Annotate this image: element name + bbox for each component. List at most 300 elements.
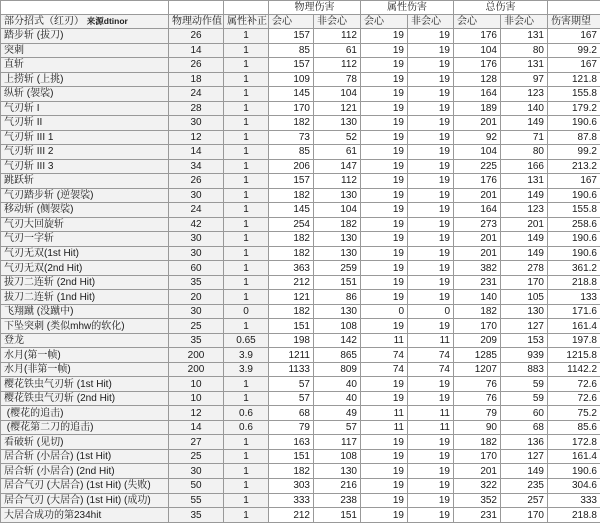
- expected-damage-cell: 1215.8: [548, 348, 600, 363]
- total-noncrit-cell: 130: [501, 304, 548, 319]
- elem-noncrit-cell: 19: [408, 101, 454, 116]
- total-noncrit-cell: 80: [501, 145, 548, 160]
- phys-noncrit-cell: 121: [314, 101, 361, 116]
- motion-value-cell: 26: [169, 29, 224, 44]
- phys-crit-cell: 85: [269, 43, 314, 58]
- elem-noncrit-cell: 19: [408, 203, 454, 218]
- total-noncrit-cell: 123: [501, 203, 548, 218]
- total-crit-cell: 1285: [454, 348, 501, 363]
- move-name-cell: 居合斩 (小居合) (1st Hit): [1, 449, 169, 464]
- phys-crit-cell: 157: [269, 58, 314, 73]
- elem-crit-cell: 19: [361, 464, 408, 479]
- phys-crit-cell: 182: [269, 232, 314, 247]
- move-name-cell: 水月(第一帧): [1, 348, 169, 363]
- element-modifier-cell: 3.9: [224, 348, 269, 363]
- motion-value-cell: 27: [169, 435, 224, 450]
- elem-crit-cell: 19: [361, 101, 408, 116]
- expected-damage-cell: 172.8: [548, 435, 600, 450]
- move-name-cell: 气刃一字斩: [1, 232, 169, 247]
- expected-damage-cell: 85.6: [548, 420, 600, 435]
- phys-crit-cell: 163: [269, 435, 314, 450]
- motion-value-cell: 25: [169, 319, 224, 334]
- table-row: [1, 348, 600, 363]
- total-crit-cell: 128: [454, 72, 501, 87]
- phys-noncrit-cell: 108: [314, 319, 361, 334]
- expected-damage-cell: 167: [548, 58, 600, 73]
- total-noncrit-cell: 123: [501, 87, 548, 102]
- element-modifier-cell: 0.6: [224, 406, 269, 421]
- expected-damage-cell: 75.2: [548, 406, 600, 421]
- elem-noncrit-cell: 19: [408, 464, 454, 479]
- element-modifier-cell: 1: [224, 377, 269, 392]
- elem-noncrit-cell: 19: [408, 275, 454, 290]
- expected-damage-cell: 155.8: [548, 87, 600, 102]
- motion-value-cell: 30: [169, 304, 224, 319]
- phys-noncrit-cell: 112: [314, 29, 361, 44]
- total-noncrit-cell: 131: [501, 58, 548, 73]
- element-modifier-cell: 3.9: [224, 362, 269, 377]
- phys-crit-cell: 68: [269, 406, 314, 421]
- expected-damage-cell: 258.6: [548, 217, 600, 232]
- total-noncrit-cell: 149: [501, 188, 548, 203]
- phys-noncrit-cell: 40: [314, 391, 361, 406]
- phys-noncrit-cell: 147: [314, 159, 361, 174]
- total-noncrit-cell: 201: [501, 217, 548, 232]
- table-row: [1, 29, 600, 44]
- move-name-cell: 移动斩 (侧袈裟): [1, 203, 169, 218]
- phys-crit-cell: 157: [269, 29, 314, 44]
- phys-crit-cell: 182: [269, 304, 314, 319]
- motion-value-cell: 10: [169, 391, 224, 406]
- phys-noncrit-cell: 104: [314, 203, 361, 218]
- total-noncrit-cell: 149: [501, 116, 548, 131]
- expected-damage-cell: 99.2: [548, 145, 600, 160]
- table-row: [1, 43, 600, 58]
- elem-crit-cell: 19: [361, 29, 408, 44]
- total-damage-group-header: 总伤害: [454, 1, 548, 15]
- elem-crit-cell: 19: [361, 232, 408, 247]
- elem-noncrit-cell: 74: [408, 362, 454, 377]
- total-noncrit-cell: 127: [501, 319, 548, 334]
- total-crit-cell: 176: [454, 29, 501, 44]
- move-name-cell: 气刃斩 III 1: [1, 130, 169, 145]
- table-row: [1, 232, 600, 247]
- motion-value-cell: 30: [169, 232, 224, 247]
- expected-damage-cell: 190.6: [548, 464, 600, 479]
- move-name-cell: 大居合成功的第234hit: [1, 508, 169, 523]
- motion-value-cell: 200: [169, 362, 224, 377]
- total-crit-cell: 182: [454, 304, 501, 319]
- total-noncrit-cell: 136: [501, 435, 548, 450]
- phys-noncrit-cell: 130: [314, 232, 361, 247]
- move-name-column-header: [1, 15, 169, 29]
- motion-value-cell: 20: [169, 290, 224, 305]
- motion-value-cell: 35: [169, 333, 224, 348]
- total-noncrit-cell: 257: [501, 493, 548, 508]
- total-noncrit-cell: 59: [501, 391, 548, 406]
- element-modifier-cell: 1: [224, 72, 269, 87]
- table-row: [1, 275, 600, 290]
- elem-crit-cell: 19: [361, 449, 408, 464]
- move-name-cell: (樱花的追击): [1, 406, 169, 421]
- motion-value-cell: 30: [169, 464, 224, 479]
- total-noncrit-column-header: 非会心: [501, 15, 548, 29]
- table-row: [1, 217, 600, 232]
- column-header-row: [1, 15, 600, 29]
- element-modifier-cell: 1: [224, 449, 269, 464]
- elem-crit-cell: 19: [361, 43, 408, 58]
- expected-damage-cell: 333: [548, 493, 600, 508]
- phys-noncrit-cell: 117: [314, 435, 361, 450]
- expected-damage-cell: 304.6: [548, 478, 600, 493]
- blank-cell: [1, 1, 169, 15]
- expected-damage-cell: 213.2: [548, 159, 600, 174]
- table-row: [1, 130, 600, 145]
- table-row: [1, 116, 600, 131]
- elem-noncrit-cell: 19: [408, 319, 454, 334]
- elem-crit-cell: 19: [361, 145, 408, 160]
- elem-noncrit-cell: 19: [408, 130, 454, 145]
- expected-damage-cell: 190.6: [548, 116, 600, 131]
- expected-damage-cell: 218.8: [548, 508, 600, 523]
- move-name-cell: 水月(非第一帧): [1, 362, 169, 377]
- total-crit-cell: 92: [454, 130, 501, 145]
- element-modifier-cell: 0: [224, 304, 269, 319]
- element-modifier-cell: 1: [224, 159, 269, 174]
- phys-noncrit-cell: 112: [314, 58, 361, 73]
- total-noncrit-cell: 105: [501, 290, 548, 305]
- table-row: [1, 319, 600, 334]
- expected-damage-cell: 361.2: [548, 261, 600, 276]
- elem-crit-cell: 11: [361, 406, 408, 421]
- phys-crit-cell: 151: [269, 319, 314, 334]
- motion-value-cell: 30: [169, 116, 224, 131]
- blank-cell: [169, 1, 224, 15]
- phys-noncrit-cell: 78: [314, 72, 361, 87]
- element-modifier-cell: 1: [224, 217, 269, 232]
- elem-crit-cell: 74: [361, 348, 408, 363]
- element-modifier-cell: 1: [224, 493, 269, 508]
- element-modifier-cell: 1: [224, 130, 269, 145]
- element-modifier-cell: 1: [224, 174, 269, 189]
- total-noncrit-cell: 140: [501, 101, 548, 116]
- total-crit-cell: 201: [454, 116, 501, 131]
- phys-noncrit-cell: 216: [314, 478, 361, 493]
- elem-crit-cell: 19: [361, 391, 408, 406]
- phys-crit-cell: 170: [269, 101, 314, 116]
- table-row: [1, 58, 600, 73]
- motion-value-cell: 14: [169, 43, 224, 58]
- phys-noncrit-cell: 86: [314, 290, 361, 305]
- move-name-cell: 居合气刃 (大居合) (1st Hit) (成功): [1, 493, 169, 508]
- elem-noncrit-cell: 19: [408, 58, 454, 73]
- total-crit-cell: 164: [454, 87, 501, 102]
- blank-cell: [548, 1, 600, 15]
- element-modifier-cell: 1: [224, 145, 269, 160]
- elem-noncrit-cell: 11: [408, 333, 454, 348]
- total-noncrit-cell: 80: [501, 43, 548, 58]
- phys-crit-cell: 333: [269, 493, 314, 508]
- move-name-cell: 拔刀二连斩 (1nd Hit): [1, 290, 169, 305]
- move-name-cell: 气刃斩 III 3: [1, 159, 169, 174]
- element-modifier-cell: 1: [224, 508, 269, 523]
- total-crit-cell: 182: [454, 435, 501, 450]
- elem-noncrit-cell: 19: [408, 246, 454, 261]
- elem-noncrit-cell: 19: [408, 232, 454, 247]
- total-noncrit-cell: 149: [501, 464, 548, 479]
- phys-noncrit-cell: 108: [314, 449, 361, 464]
- phys-noncrit-cell: 259: [314, 261, 361, 276]
- expected-damage-cell: 161.4: [548, 449, 600, 464]
- elem-noncrit-cell: 74: [408, 348, 454, 363]
- phys-crit-cell: 182: [269, 188, 314, 203]
- element-modifier-cell: 1: [224, 43, 269, 58]
- element-modifier-cell: 0.65: [224, 333, 269, 348]
- element-modifier-cell: 1: [224, 290, 269, 305]
- phys-crit-cell: 1211: [269, 348, 314, 363]
- elem-crit-cell: 19: [361, 290, 408, 305]
- elem-noncrit-cell: 19: [408, 174, 454, 189]
- motion-value-cell: 42: [169, 217, 224, 232]
- table-row: [1, 464, 600, 479]
- phys-crit-cell: 145: [269, 203, 314, 218]
- phys-crit-cell: 363: [269, 261, 314, 276]
- phys-crit-cell: 198: [269, 333, 314, 348]
- move-name-cell: 气刃无双(2nd Hit): [1, 261, 169, 276]
- table-row: [1, 406, 600, 421]
- move-name-cell: 上捞斩 (上挑): [1, 72, 169, 87]
- phys-noncrit-cell: 130: [314, 246, 361, 261]
- phys-noncrit-cell: 40: [314, 377, 361, 392]
- table-row: [1, 290, 600, 305]
- expected-damage-cell: 167: [548, 29, 600, 44]
- phys-noncrit-cell: 49: [314, 406, 361, 421]
- table-row: [1, 261, 600, 276]
- move-name-cell: 直斩: [1, 58, 169, 73]
- total-crit-cell: 322: [454, 478, 501, 493]
- elem-noncrit-cell: 19: [408, 43, 454, 58]
- elemental-damage-group-header: 属性伤害: [361, 1, 454, 15]
- element-modifier-cell: 1: [224, 246, 269, 261]
- phys-crit-cell: 212: [269, 275, 314, 290]
- phys-crit-column-header: 会心: [269, 15, 314, 29]
- phys-crit-cell: 157: [269, 174, 314, 189]
- motion-value-cell: 35: [169, 508, 224, 523]
- element-modifier-cell: 1: [224, 203, 269, 218]
- element-modifier-column-header: 属性补正: [224, 15, 269, 29]
- element-modifier-cell: 1: [224, 435, 269, 450]
- phys-crit-cell: 254: [269, 217, 314, 232]
- move-name-cell: 跳跃斩: [1, 174, 169, 189]
- expected-damage-cell: 87.8: [548, 130, 600, 145]
- table-row: [1, 145, 600, 160]
- elem-crit-cell: 19: [361, 159, 408, 174]
- move-name-cell: 气刃斩 II: [1, 116, 169, 131]
- element-modifier-cell: 1: [224, 275, 269, 290]
- phys-crit-cell: 79: [269, 420, 314, 435]
- total-crit-cell: 170: [454, 319, 501, 334]
- elem-noncrit-column-header: 非会心: [408, 15, 454, 29]
- expected-damage-cell: 121.8: [548, 72, 600, 87]
- table-row: [1, 508, 600, 523]
- move-name-cell: 居合气刃 (大居合) (1st Hit) (失败): [1, 478, 169, 493]
- move-name-cell: 看破斩 (见切): [1, 435, 169, 450]
- expected-damage-cell: 1142.2: [548, 362, 600, 377]
- expected-damage-cell: 167: [548, 174, 600, 189]
- move-name-cell: 气刃斩 I: [1, 101, 169, 116]
- elem-crit-cell: 19: [361, 116, 408, 131]
- total-crit-cell: 231: [454, 508, 501, 523]
- total-noncrit-cell: 59: [501, 377, 548, 392]
- elem-noncrit-cell: 19: [408, 188, 454, 203]
- total-noncrit-cell: 235: [501, 478, 548, 493]
- expected-damage-cell: 133: [548, 290, 600, 305]
- expected-damage-cell: 155.8: [548, 203, 600, 218]
- move-name-cell: 气刃踏步斩 (逆袈裟): [1, 188, 169, 203]
- motion-value-cell: 26: [169, 58, 224, 73]
- move-name-cell: 下坠突刺 (类似mhw的软化): [1, 319, 169, 334]
- motion-value-cell: 26: [169, 174, 224, 189]
- motion-value-cell: 50: [169, 478, 224, 493]
- phys-crit-cell: 121: [269, 290, 314, 305]
- total-crit-cell: 352: [454, 493, 501, 508]
- table-row: [1, 246, 600, 261]
- element-modifier-cell: 1: [224, 261, 269, 276]
- phys-noncrit-cell: 809: [314, 362, 361, 377]
- total-crit-cell: 176: [454, 174, 501, 189]
- total-crit-cell: 382: [454, 261, 501, 276]
- elem-crit-cell: 19: [361, 72, 408, 87]
- total-noncrit-cell: 883: [501, 362, 548, 377]
- motion-value-cell: 55: [169, 493, 224, 508]
- elem-crit-cell: 19: [361, 508, 408, 523]
- motion-value-cell: 35: [169, 275, 224, 290]
- elem-noncrit-cell: 19: [408, 449, 454, 464]
- elem-noncrit-cell: 19: [408, 29, 454, 44]
- elem-crit-cell: 19: [361, 493, 408, 508]
- elem-noncrit-cell: 19: [408, 391, 454, 406]
- elem-crit-cell: 11: [361, 333, 408, 348]
- phys-crit-cell: 57: [269, 391, 314, 406]
- move-name-cell: 踏步斩 (拔刀): [1, 29, 169, 44]
- elem-crit-cell: 19: [361, 203, 408, 218]
- elem-crit-cell: 19: [361, 130, 408, 145]
- phys-crit-cell: 303: [269, 478, 314, 493]
- phys-noncrit-cell: 104: [314, 87, 361, 102]
- motion-value-cell: 24: [169, 87, 224, 102]
- phys-crit-cell: 73: [269, 130, 314, 145]
- phys-crit-cell: 206: [269, 159, 314, 174]
- motion-value-cell: 12: [169, 406, 224, 421]
- elem-noncrit-cell: 19: [408, 145, 454, 160]
- elem-noncrit-cell: 19: [408, 261, 454, 276]
- move-name-cell: 拔刀二连斩 (2nd Hit): [1, 275, 169, 290]
- elem-noncrit-cell: 19: [408, 159, 454, 174]
- elem-noncrit-cell: 19: [408, 290, 454, 305]
- phys-noncrit-cell: 182: [314, 217, 361, 232]
- elem-noncrit-cell: 19: [408, 493, 454, 508]
- total-noncrit-cell: 149: [501, 246, 548, 261]
- motion-value-column-header: 物理动作值: [169, 15, 224, 29]
- motion-value-cell: 34: [169, 159, 224, 174]
- elem-crit-cell: 19: [361, 435, 408, 450]
- move-name-cell: 樱花铁虫气刃斩 (1st Hit): [1, 377, 169, 392]
- phys-noncrit-cell: 57: [314, 420, 361, 435]
- motion-value-cell: 25: [169, 449, 224, 464]
- element-modifier-cell: 1: [224, 58, 269, 73]
- motion-value-cell: 30: [169, 188, 224, 203]
- phys-noncrit-cell: 130: [314, 116, 361, 131]
- element-modifier-cell: 1: [224, 116, 269, 131]
- elem-crit-column-header: 会心: [361, 15, 408, 29]
- table-row: [1, 478, 600, 493]
- phys-noncrit-cell: 865: [314, 348, 361, 363]
- elem-noncrit-cell: 19: [408, 217, 454, 232]
- phys-crit-cell: 145: [269, 87, 314, 102]
- total-noncrit-cell: 127: [501, 449, 548, 464]
- expected-damage-cell: 99.2: [548, 43, 600, 58]
- phys-noncrit-cell: 61: [314, 43, 361, 58]
- phys-noncrit-cell: 61: [314, 145, 361, 160]
- element-modifier-cell: 1: [224, 87, 269, 102]
- table-row: [1, 333, 600, 348]
- table-row: [1, 420, 600, 435]
- expected-damage-cell: 179.2: [548, 101, 600, 116]
- table-row: [1, 362, 600, 377]
- group-header-row: [1, 1, 600, 15]
- phys-crit-cell: 57: [269, 377, 314, 392]
- elem-crit-cell: 19: [361, 87, 408, 102]
- phys-noncrit-cell: 112: [314, 174, 361, 189]
- total-crit-cell: 140: [454, 290, 501, 305]
- element-modifier-cell: 1: [224, 319, 269, 334]
- phys-crit-cell: 182: [269, 246, 314, 261]
- table-row: [1, 174, 600, 189]
- move-name-cell: 飞翔蹴 (没蹴中): [1, 304, 169, 319]
- elem-noncrit-cell: 19: [408, 478, 454, 493]
- total-noncrit-cell: 153: [501, 333, 548, 348]
- move-name-cell: 突刺: [1, 43, 169, 58]
- total-noncrit-cell: 131: [501, 29, 548, 44]
- element-modifier-cell: 1: [224, 29, 269, 44]
- elem-crit-cell: 0: [361, 304, 408, 319]
- elem-crit-cell: 19: [361, 188, 408, 203]
- total-crit-column-header: 会心: [454, 15, 501, 29]
- total-crit-cell: 79: [454, 406, 501, 421]
- total-crit-cell: 104: [454, 43, 501, 58]
- phys-crit-cell: 85: [269, 145, 314, 160]
- phys-noncrit-cell: 238: [314, 493, 361, 508]
- elem-noncrit-cell: 19: [408, 508, 454, 523]
- element-modifier-cell: 1: [224, 188, 269, 203]
- move-name-cell: 气刃大回旋斩: [1, 217, 169, 232]
- total-noncrit-cell: 97: [501, 72, 548, 87]
- move-name-cell: 居合斩 (小居合) (2nd Hit): [1, 464, 169, 479]
- table-row: [1, 159, 600, 174]
- elem-crit-cell: 19: [361, 478, 408, 493]
- source-note: 来源dtinor: [86, 16, 128, 26]
- phys-crit-cell: 182: [269, 116, 314, 131]
- expected-damage-cell: 161.4: [548, 319, 600, 334]
- elem-noncrit-cell: 11: [408, 406, 454, 421]
- phys-crit-cell: 109: [269, 72, 314, 87]
- table-row: [1, 101, 600, 116]
- elem-crit-cell: 11: [361, 420, 408, 435]
- total-noncrit-cell: 71: [501, 130, 548, 145]
- expected-damage-cell: 190.6: [548, 188, 600, 203]
- elem-noncrit-cell: 19: [408, 377, 454, 392]
- phys-noncrit-cell: 130: [314, 464, 361, 479]
